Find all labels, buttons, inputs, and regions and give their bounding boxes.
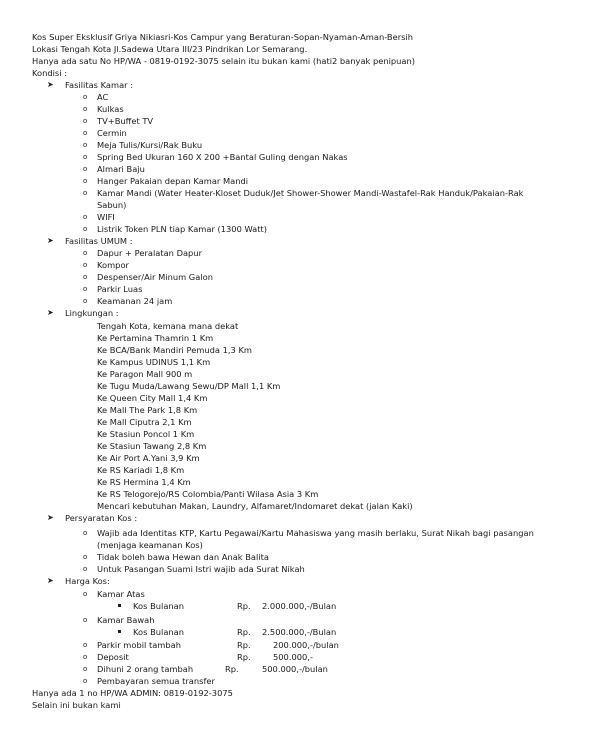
- doc-contact-warning: Hanya ada satu No HP/WA - 0819-0192-3075 selain itu bukan kami (hati2 banyak penipuan): [32, 56, 416, 66]
- circle-bullet-icon: o: [83, 153, 88, 161]
- list-item: Untuk Pasangan Suami Istri wajib ada Surat Nikah: [97, 564, 305, 574]
- circle-bullet-icon: o: [83, 665, 88, 673]
- footer-warning: Selain ini bukan kami: [32, 700, 121, 710]
- price-label: Kos Bulanan: [133, 627, 185, 637]
- list-item: Ke Tugu Muda/Lawang Sewu/DP Mall 1,1 Km: [97, 381, 281, 391]
- list-item: Ke Stasiun Tawang 2,8 Km: [97, 441, 207, 451]
- list-item: Kulkas: [97, 104, 124, 114]
- square-bullet-icon: [118, 604, 121, 607]
- list-item: Ke RS Telogorejo/RS Colombia/Panti Wilasa Asia 3 Km: [97, 489, 319, 499]
- price-label: Parkir mobil tambah: [97, 640, 181, 650]
- list-item: Wajib ada Identitas KTP, Kartu Pegawai/Kartu Mahasiswa yang masih berlaku, Surat Nikah bagi pasangan: [97, 528, 534, 538]
- list-item-continuation: (menjaga keamanan Kos): [97, 540, 203, 550]
- list-item: Cermin: [97, 128, 127, 138]
- circle-bullet-icon: o: [83, 105, 88, 113]
- price-currency: Rp.: [225, 664, 239, 674]
- price-currency: Rp.: [237, 627, 251, 637]
- list-item: Ke Kampus UDINUS 1,1 Km: [97, 357, 211, 367]
- doc-title: Kos Super Eksklusif Griya Nikiasri-Kos Campur yang Beraturan-Sopan-Nyaman-Aman-Bersih: [32, 32, 414, 42]
- section-title-fasilitas-umum: Fasilitas UMUM :: [65, 236, 133, 246]
- list-item: Almari Baju: [97, 164, 145, 174]
- circle-bullet-icon: o: [83, 273, 88, 281]
- circle-bullet-icon: o: [83, 141, 88, 149]
- list-item: Dapur + Peralatan Dapur: [97, 248, 202, 258]
- price-amount: 2.000.000,-/Bulan: [262, 601, 337, 611]
- price-amount: 500.000,-: [273, 652, 313, 662]
- circle-bullet-icon: o: [83, 529, 88, 537]
- price-currency: Rp.: [237, 601, 251, 611]
- list-item: Ke RS Hermina 1,4 Km: [97, 477, 191, 487]
- circle-bullet-icon: o: [83, 641, 88, 649]
- list-item: Mencari kebutuhan Makan, Laundry, Alfamaret/Indomaret dekat (jalan Kaki): [97, 501, 413, 511]
- circle-bullet-icon: o: [83, 165, 88, 173]
- list-item: Listrik Token PLN tiap Kamar (1300 Watt): [97, 224, 268, 234]
- price-currency: Rp.: [237, 652, 251, 662]
- list-item: Kamar Mandi (Water Heater-Kloset Duduk/Jet Shower-Shower Mandi-Wastafel-Rak Handuk/Pakaian-Rak: [97, 188, 524, 198]
- section-title-harga: Harga Kos:: [65, 576, 110, 586]
- circle-bullet-icon: o: [83, 189, 88, 197]
- price-group-kamar-atas: Kamar Atas: [97, 589, 145, 599]
- section-title-fasilitas-kamar: Fasilitas Kamar :: [65, 80, 134, 90]
- arrow-bullet-icon: ➤: [47, 308, 54, 317]
- price-label: Kos Bulanan: [133, 601, 185, 611]
- list-item: Ke Pertamina Thamrin 1 Km: [97, 333, 214, 343]
- list-item: Ke Queen City Mall 1,4 Km: [97, 393, 208, 403]
- list-item: Ke RS Kariadi 1,8 Km: [97, 465, 185, 475]
- list-item: TV+Buffet TV: [97, 116, 154, 126]
- price-amount: 2.500.000,-/Bulan: [262, 627, 337, 637]
- list-item: Ke Stasiun Poncol 1 Km: [97, 429, 195, 439]
- circle-bullet-icon: o: [83, 93, 88, 101]
- circle-bullet-icon: o: [83, 177, 88, 185]
- price-label: Deposit: [97, 652, 129, 662]
- circle-bullet-icon: o: [83, 653, 88, 661]
- price-amount: 500.000,-/bulan: [262, 664, 328, 674]
- circle-bullet-icon: o: [83, 261, 88, 269]
- circle-bullet-icon: o: [83, 565, 88, 573]
- price-group-kamar-bawah: Kamar Bawah: [97, 615, 155, 625]
- circle-bullet-icon: o: [83, 213, 88, 221]
- price-note: Pembayaran semua transfer: [97, 676, 215, 686]
- section-title-persyaratan: Persyaratan Kos :: [65, 513, 138, 523]
- price-label: Dihuni 2 orang tambah: [97, 664, 194, 674]
- circle-bullet-icon: o: [83, 117, 88, 125]
- list-item: Parkir Luas: [97, 284, 143, 294]
- circle-bullet-icon: o: [83, 225, 88, 233]
- square-bullet-icon: [118, 630, 121, 633]
- doc-location: Lokasi Tengah Kota Jl.Sadewa Utara III/23 Pindrikan Lor Semarang.: [32, 44, 308, 54]
- list-item: Ke Mall Ciputra 2,1 Km: [97, 417, 192, 427]
- list-item: Tidak boleh bawa Hewan dan Anak Balita: [97, 552, 269, 562]
- doc-kondisi-label: Kondisi :: [32, 68, 67, 78]
- list-item: Spring Bed Ukuran 160 X 200 +Bantal Guling dengan Nakas: [97, 152, 348, 162]
- list-item: Kompor: [97, 260, 129, 270]
- arrow-bullet-icon: ➤: [47, 513, 54, 522]
- list-item: WIFI: [97, 212, 115, 222]
- circle-bullet-icon: o: [83, 285, 88, 293]
- list-item: Ke Mall The Park 1,8 Km: [97, 405, 198, 415]
- arrow-bullet-icon: ➤: [47, 80, 54, 89]
- circle-bullet-icon: o: [83, 553, 88, 561]
- arrow-bullet-icon: ➤: [47, 576, 54, 585]
- circle-bullet-icon: o: [83, 590, 88, 598]
- circle-bullet-icon: o: [83, 297, 88, 305]
- price-amount: 200.000,-/bulan: [273, 640, 339, 650]
- list-item-continuation: Sabun): [97, 200, 127, 210]
- list-item: Ke BCA/Bank Mandiri Pemuda 1,3 Km: [97, 345, 252, 355]
- list-item: Ke Air Port A.Yani 3,9 Km: [97, 453, 200, 463]
- circle-bullet-icon: o: [83, 249, 88, 257]
- circle-bullet-icon: o: [83, 129, 88, 137]
- list-item: Tengah Kota, kemana mana dekat: [97, 321, 239, 331]
- footer-contact: Hanya ada 1 no HP/WA ADMIN: 0819-0192-3075: [32, 688, 233, 698]
- list-item: AC: [97, 92, 109, 102]
- list-item: Meja Tulis/Kursi/Rak Buku: [97, 140, 203, 150]
- list-item: Despenser/Air Minum Galon: [97, 272, 213, 282]
- arrow-bullet-icon: ➤: [47, 236, 54, 245]
- section-title-lingkungan: Lingkungan :: [65, 308, 119, 318]
- price-currency: Rp.: [237, 640, 251, 650]
- circle-bullet-icon: o: [83, 677, 88, 685]
- list-item: Keamanan 24 jam: [97, 296, 173, 306]
- circle-bullet-icon: o: [83, 616, 88, 624]
- list-item: Hanger Pakaian depan Kamar Mandi: [97, 176, 249, 186]
- list-item: Ke Paragon Mall 900 m: [97, 369, 193, 379]
